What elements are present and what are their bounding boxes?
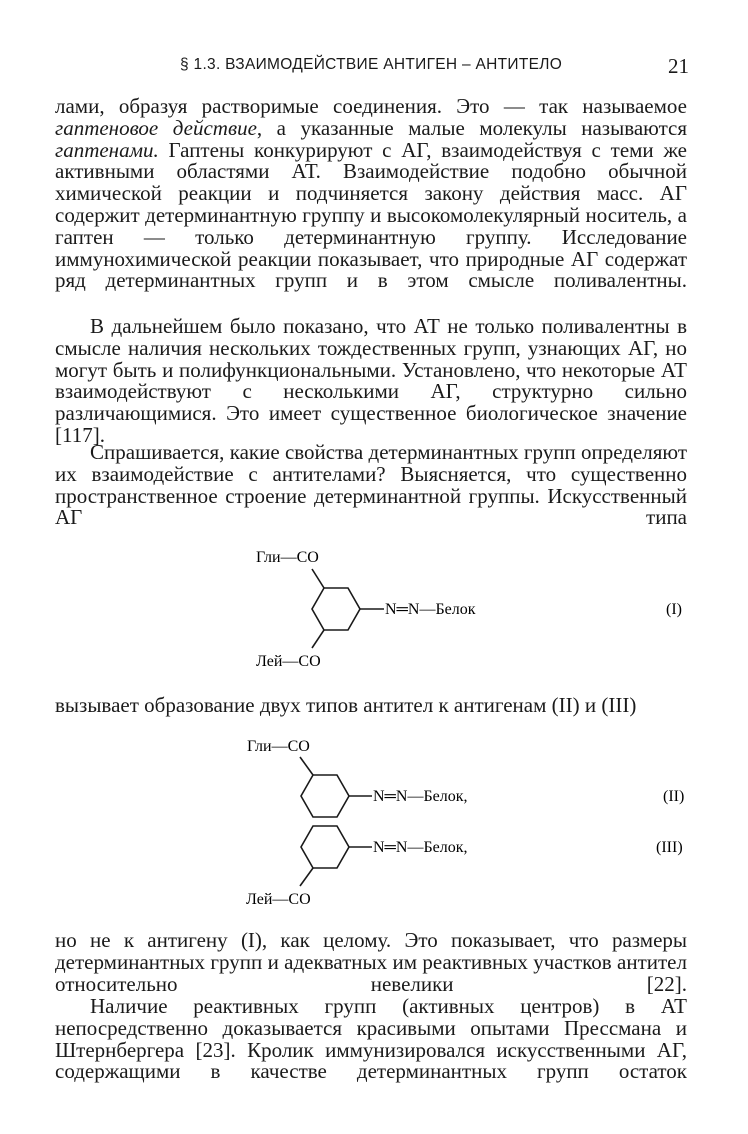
- text-segment: Гаптены конкурируют с АГ, взаимодействуя с теми же активными областями АТ. Взаимодействие подобно обычной химической реакции и подчиняется закону действия масс. АГ содержит детерминантную группу и высокомолекулярный носитель, а гаптен — только детерминантную группу. Исследование иммунохимической реакции показывает, что природные АГ содержат ряд детерминантных групп и в этом смысле поливалентны.: [55, 137, 687, 293]
- formula-number: (III): [656, 839, 683, 856]
- group-leu-co: Лей—CO: [246, 891, 311, 908]
- benzene-ring: [300, 826, 372, 886]
- group-leu-co: Лей—CO: [256, 653, 321, 670]
- formula-number: (I): [666, 601, 682, 618]
- benzene-ring: [312, 569, 384, 648]
- group-gly-co: Гли—CO: [256, 549, 319, 566]
- running-header: [0, 52, 748, 82]
- azo-protein-chain: N═N—Белок,: [373, 788, 468, 805]
- structural-formula-antigen-2: [0, 730, 748, 818]
- group-gly-co: Гли—CO: [247, 738, 310, 755]
- text-segment: лами, образуя растворимые соединения. Это — так называемое: [55, 94, 687, 118]
- paragraph-conclusion: но не к антигену (I), как целому. Это показывает, что размеры детерминантных групп и адекватных им реактивных участков антител относительно невелики [22].: [55, 928, 687, 996]
- paragraph-pressman-experiments: Наличие реактивных групп (активных центров) в АТ непосредственно доказывается красивыми опытами Прессмана и Штернбергера [23]. Кролик иммунизировался искусственными АГ, содержащими в качестве детерминантных групп остаток: [55, 994, 687, 1084]
- paragraph-two-types: вызывает образование двух типов антител к антигенам (II) и (III): [55, 693, 637, 717]
- azo-protein-chain: N═N—Белок: [385, 601, 476, 618]
- page-number: 21: [668, 54, 689, 78]
- term-haptens: гаптенами.: [55, 137, 159, 162]
- structural-formula-antigen-3: [0, 818, 748, 910]
- paragraph-polyvalent: В дальнейшем было показано, что АТ не только поливалентны в смысле наличия нескольких тождественных групп, узнающих АГ, но могут быть и полифункциональными. Установлено, что некоторые АТ взаимодействуют с несколькими АГ, структурно сильно различающимися. Это имеет существенное биологическое значение [117].: [55, 314, 687, 447]
- azo-protein-chain: N═N—Белок,: [373, 839, 468, 856]
- benzene-ring: [300, 757, 372, 817]
- text-segment: , а указанные малые молекулы называются: [256, 115, 687, 140]
- formula-number: (II): [663, 788, 685, 805]
- paragraph-haptens: [55, 96, 687, 292]
- paragraph-question: Спрашивается, какие свойства детерминантных групп определяют их взаимодействие с антителами? Выясняется, что существенно пространственное строение детерминантной группы. Искусственный АГ типа: [55, 440, 687, 530]
- term-hapten-action: гаптеновое действие: [55, 115, 257, 140]
- chapter-section-title: § 1.3. ВЗАИМОДЕЙСТВИЕ АНТИГЕН – АНТИТЕЛО: [180, 56, 563, 73]
- structural-formula-antigen-1: [0, 540, 748, 675]
